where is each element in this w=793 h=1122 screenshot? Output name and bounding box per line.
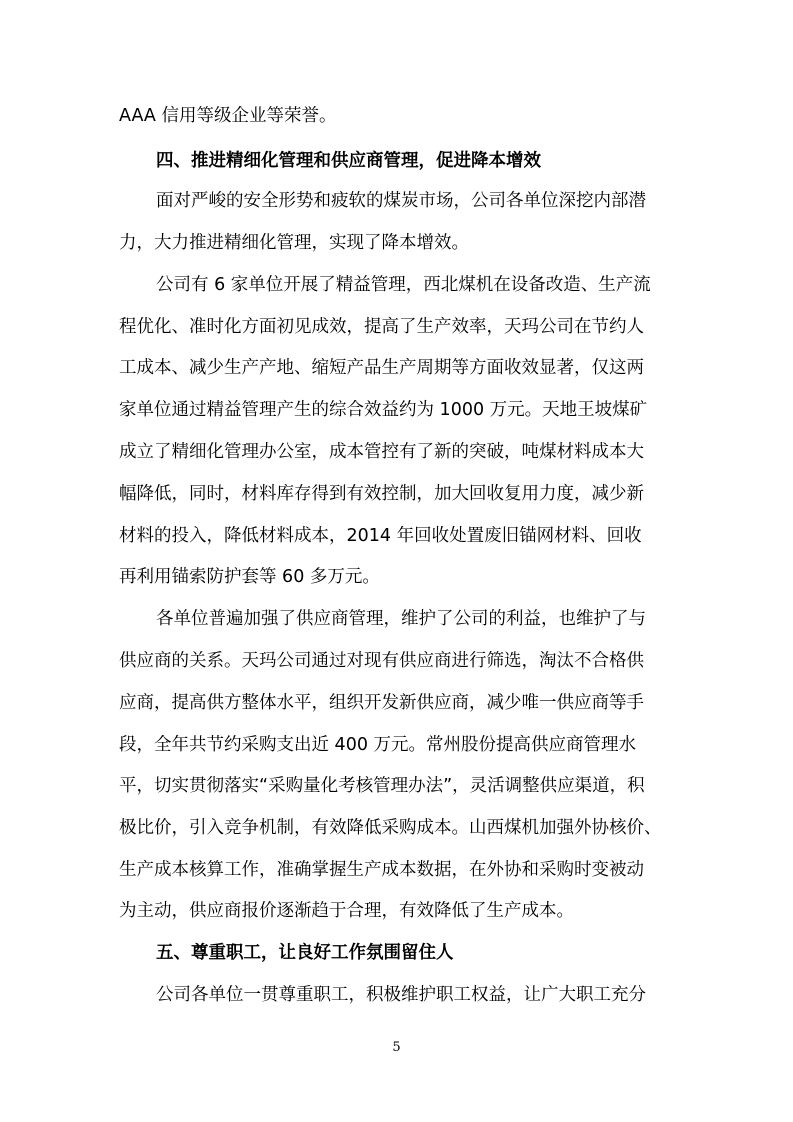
heading-text: 四、推进精细化管理和供应商管理，促进降本增效 [156, 151, 541, 171]
paragraph-text: 公司各单位一贯尊重职工，积极维护职工权益，让广大职工充分 [156, 985, 646, 1005]
paragraph-text: 平，切实贯彻落实“采购量化考核管理办法”，灵活调整供应渠道，积 [119, 776, 645, 796]
paragraph-text: 极比价，引入竞争机制，有效降低采购成本。山西煤机加强外协核价、 [119, 818, 662, 838]
paragraph-text: 为主动，供应商报价逐渐趋于合理，有效降低了生产成本。 [119, 901, 574, 921]
text-line [0, 688, 793, 718]
paragraph-text: 工成本、减少生产产地、缩短产品生产周期等方面收效显著，仅这两 [119, 358, 644, 378]
paragraph-text: 生产成本核算工作，准确掌握生产成本数据，在外协和采购时变被动 [119, 860, 644, 880]
text-line [0, 521, 793, 551]
text-line [0, 228, 793, 258]
paragraph-text: 材料的投入，降低材料成本，2014 年回收处置废旧锚网材料、回收 [119, 526, 642, 546]
paragraph-text: 供应商的关系。天玛公司通过对现有供应商进行筛选，淘汰不合格供 [119, 651, 644, 671]
text-line [0, 896, 793, 926]
text-line [0, 395, 793, 425]
section-heading-5 [0, 938, 793, 968]
text-line [0, 604, 793, 634]
text-line [0, 437, 793, 467]
paragraph-text: 幅降低，同时，材料库存得到有效控制，加大回收复用力度，减少新 [119, 484, 644, 504]
text-line [0, 980, 793, 1010]
paragraph-text: 面对严峻的安全形势和疲软的煤炭市场，公司各单位深挖内部潜 [156, 191, 646, 211]
paragraph-text: 成立了精细化管理办公室，成本管控有了新的突破，吨煤材料成本大 [119, 442, 644, 462]
section-heading-4 [0, 146, 793, 176]
paragraph-text: 家单位通过精益管理产生的综合效益约为 1000 万元。天地王坡煤矿 [119, 400, 648, 420]
text-line [0, 353, 793, 383]
paragraph-continuation: AAA 信用等级企业等荣誉。 [119, 106, 337, 126]
text-line [0, 186, 793, 216]
text-line [0, 562, 793, 592]
text-line [0, 855, 793, 885]
text-line [0, 101, 793, 131]
paragraph-text: 应商，提高供方整体水平，组织开发新供应商，减少唯一供应商等手 [119, 693, 644, 713]
paragraph-text: 再利用锚索防护套等 60 多万元。 [119, 567, 380, 587]
paragraph-text: 公司有 6 家单位开展了精益管理，西北煤机在设备改造、生产流 [156, 275, 651, 295]
heading-text: 五、尊重职工，让良好工作氛围留住人 [156, 943, 454, 963]
page-number: 5 [392, 1040, 401, 1055]
paragraph-text: 程优化、准时化方面初见成效，提高了生产效率，天玛公司在节约人 [119, 317, 644, 337]
paragraph-text: 段，全年共节约采购支出近 400 万元。常州股份提高供应商管理水 [119, 735, 637, 755]
paragraph-text: 各单位普遍加强了供应商管理，维护了公司的利益，也维护了与 [156, 609, 646, 629]
text-line [0, 813, 793, 843]
text-line [0, 270, 793, 300]
text-line [0, 771, 793, 801]
text-line [0, 730, 793, 760]
text-line [0, 646, 793, 676]
text-line [0, 312, 793, 342]
paragraph-text: 力，大力推进精细化管理，实现了降本增效。 [119, 233, 469, 253]
text-line [0, 479, 793, 509]
